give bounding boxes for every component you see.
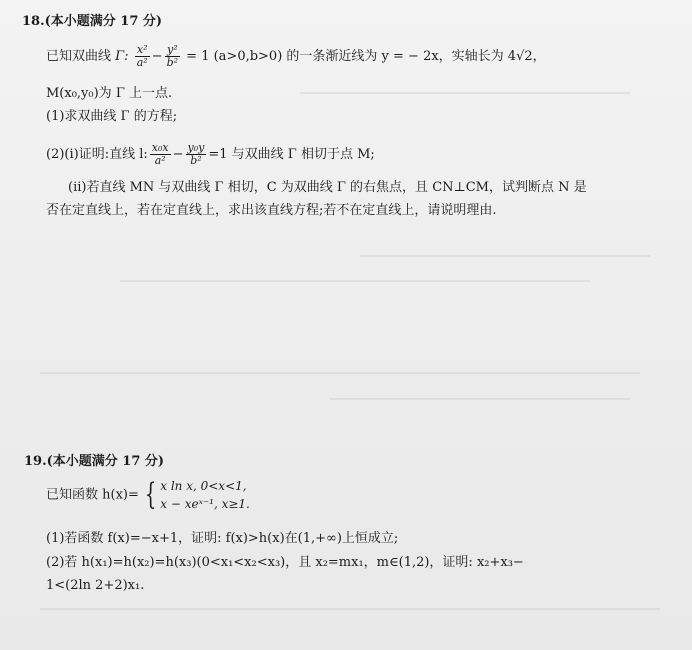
fraction-y0y-b2: $\frac{\text{y₀y}}{\text{b²}}$ (187, 141, 205, 167)
bleed-through-mark (300, 92, 630, 94)
question-18-part2ii-line2: 否在定直线上，若在定直线上，求出该直线方程;若不在定直线上，请说明理由. (46, 203, 497, 218)
question-18-stem-line2: M(x₀,y₀)为 Γ 上一点. (46, 86, 173, 101)
bleed-through-mark (40, 372, 640, 374)
minus-sign: − (151, 49, 163, 64)
bleed-through-mark (360, 255, 650, 257)
function-definition: 已知函数 h(x)= (46, 487, 139, 503)
question-18-part2i (46, 142, 375, 167)
fraction-x2-a2: $\frac{\text{x²}}{\text{a²}}$ (136, 43, 148, 69)
left-brace: { (144, 477, 157, 512)
bleed-through-mark (40, 608, 660, 610)
question-19-header: 19.(本小题满分 17 分) (24, 454, 165, 469)
fraction-x0x-a2: $\frac{\text{x₀x}}{\text{a²}}$ (151, 141, 169, 167)
question-18-stem-line1 (46, 44, 546, 69)
piecewise-cases (160, 477, 250, 513)
bleed-through-mark (120, 280, 590, 282)
case-2: x − xeˣ⁻¹, x≥1. (160, 497, 250, 511)
fraction-y2-b2: $\frac{\text{y²}}{\text{b²}}$ (166, 43, 179, 69)
question-19-part2-line1: (2)若 h(x₁)=h(x₂)=h(x₃)(0<x₁<x₂<x₃)，且 x₂=mx₁，m∈(1,2)，证明: x₂+x₃− (46, 555, 524, 570)
question-18-part1: (1)求双曲线 Γ 的方程; (46, 109, 178, 124)
question-19-part2-line2: 1<(2ln 2+2)x₁. (46, 578, 145, 593)
stem-suffix: = 1 (a>0,b>0) 的一条渐近线为 y = − 2x，实轴长为 4√2， (186, 49, 546, 64)
minus-sign: − (172, 147, 184, 162)
stem-prefix: 已知双曲线 (46, 49, 112, 64)
question-18-header: 18.(本小题满分 17 分) (22, 14, 163, 29)
bleed-through-mark (330, 398, 630, 400)
question-19-stem (46, 477, 250, 513)
part2-prefix: (2)(i)证明:直线 l: (46, 147, 148, 162)
part2-suffix: =1 与双曲线 Γ 相切于点 M; (208, 147, 375, 162)
question-18-part2ii-line1: (ii)若直线 MN 与双曲线 Γ 相切，C 为双曲线 Γ 的右焦点，且 CN⊥CM，试判断点 N 是 (68, 180, 587, 195)
case-1: x ln x, 0<x<1, (160, 479, 247, 493)
question-19-part1: (1)若函数 f(x)=−x+1，证明: f(x)>h(x)在(1,+∞)上恒成立; (46, 531, 399, 546)
curve-label: Γ: (115, 49, 129, 64)
